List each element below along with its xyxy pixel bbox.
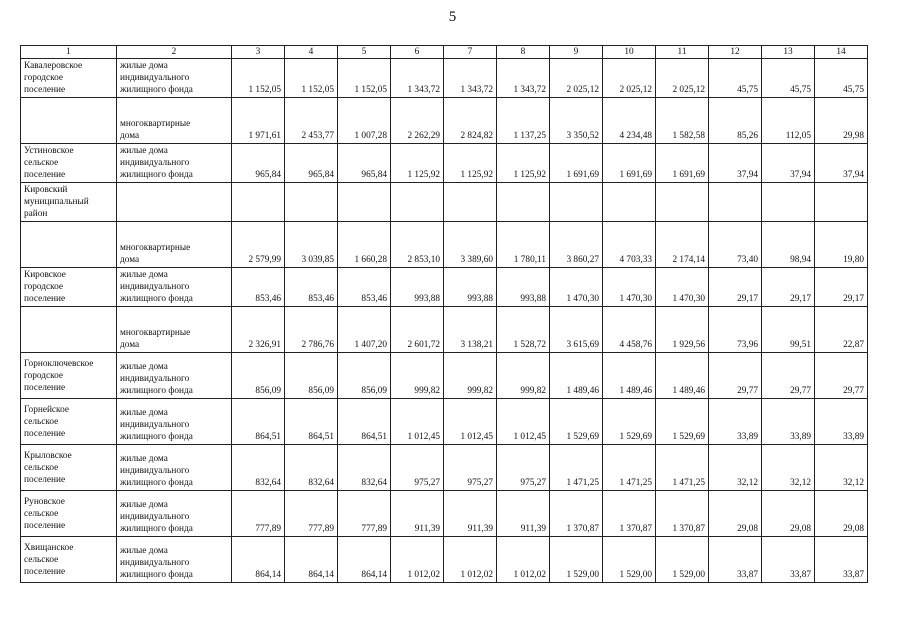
value-cell: 29,17	[815, 268, 868, 307]
header-cell: 12	[709, 46, 762, 59]
value-cell: 911,39	[497, 491, 550, 537]
value-cell: 1 528,72	[497, 307, 550, 353]
table-row	[21, 222, 868, 268]
value-cell: 832,64	[232, 445, 285, 491]
value-cell: 1 125,92	[391, 144, 444, 183]
value-cell	[285, 183, 338, 222]
value-cell: 98,94	[762, 222, 815, 268]
value-cell: 1 370,87	[603, 491, 656, 537]
header-cell: 5	[338, 46, 391, 59]
value-cell: 32,12	[762, 445, 815, 491]
value-cell: 1 407,20	[338, 307, 391, 353]
value-cell: 1 012,45	[444, 399, 497, 445]
value-cell: 1 012,02	[444, 537, 497, 583]
housing-type: жилые дома индивидуального жилищного фонда	[117, 537, 232, 583]
table-row	[21, 144, 868, 183]
value-cell: 4 703,33	[603, 222, 656, 268]
value-cell: 999,82	[497, 353, 550, 399]
value-cell: 2 262,29	[391, 98, 444, 144]
value-cell: 2 025,12	[550, 59, 603, 98]
value-cell: 864,14	[285, 537, 338, 583]
value-cell: 29,08	[815, 491, 868, 537]
value-cell: 45,75	[709, 59, 762, 98]
value-cell: 22,87	[815, 307, 868, 353]
value-cell: 33,87	[762, 537, 815, 583]
value-cell: 29,17	[709, 268, 762, 307]
value-cell: 1 529,00	[603, 537, 656, 583]
value-cell: 1 470,30	[603, 268, 656, 307]
value-cell: 4 234,48	[603, 98, 656, 144]
value-cell: 1 691,69	[550, 144, 603, 183]
table-row	[21, 537, 868, 583]
value-cell: 1 470,30	[550, 268, 603, 307]
municipality-name: Кировский муниципальный район	[21, 183, 117, 222]
value-cell: 1 471,25	[656, 445, 709, 491]
value-cell: 29,08	[762, 491, 815, 537]
value-cell: 2 174,14	[656, 222, 709, 268]
header-cell: 8	[497, 46, 550, 59]
value-cell: 853,46	[285, 268, 338, 307]
header-cell: 2	[117, 46, 232, 59]
housing-type: жилые дома индивидуального жилищного фонда	[117, 353, 232, 399]
value-cell: 864,51	[338, 399, 391, 445]
value-cell: 45,75	[815, 59, 868, 98]
municipality-name	[21, 307, 117, 353]
table-row	[21, 268, 868, 307]
value-cell: 1 780,11	[497, 222, 550, 268]
value-cell: 856,09	[232, 353, 285, 399]
municipality-name: Кавалеровское городское поселение	[21, 59, 117, 98]
value-cell	[444, 183, 497, 222]
municipality-name: Руновское сельское поселение	[21, 491, 117, 537]
value-cell: 1 691,69	[603, 144, 656, 183]
value-cell	[709, 183, 762, 222]
value-cell: 33,89	[709, 399, 762, 445]
value-cell: 3 860,27	[550, 222, 603, 268]
value-cell: 1 489,46	[603, 353, 656, 399]
value-cell: 864,14	[338, 537, 391, 583]
value-cell: 911,39	[391, 491, 444, 537]
value-cell: 864,51	[232, 399, 285, 445]
value-cell: 1 529,69	[656, 399, 709, 445]
value-cell: 1 343,72	[444, 59, 497, 98]
header-cell: 3	[232, 46, 285, 59]
value-cell: 37,94	[762, 144, 815, 183]
value-cell: 2 601,72	[391, 307, 444, 353]
value-cell: 1 660,28	[338, 222, 391, 268]
value-cell: 777,89	[338, 491, 391, 537]
value-cell: 1 470,30	[656, 268, 709, 307]
value-cell: 29,17	[762, 268, 815, 307]
value-cell	[497, 183, 550, 222]
housing-type: жилые дома индивидуального жилищного фонда	[117, 491, 232, 537]
value-cell: 2 453,77	[285, 98, 338, 144]
table-row	[21, 491, 868, 537]
value-cell: 3 039,85	[285, 222, 338, 268]
value-cell: 993,88	[444, 268, 497, 307]
value-cell: 3 615,69	[550, 307, 603, 353]
value-cell: 1 007,28	[338, 98, 391, 144]
value-cell: 975,27	[444, 445, 497, 491]
value-cell: 29,77	[709, 353, 762, 399]
value-cell: 112,05	[762, 98, 815, 144]
value-cell: 999,82	[391, 353, 444, 399]
value-cell	[338, 183, 391, 222]
value-cell: 45,75	[762, 59, 815, 98]
value-cell: 1 012,45	[391, 399, 444, 445]
value-cell: 864,51	[285, 399, 338, 445]
municipality-name: Кировское городское поселение	[21, 268, 117, 307]
municipality-name	[21, 222, 117, 268]
value-cell: 3 138,21	[444, 307, 497, 353]
value-cell: 99,51	[762, 307, 815, 353]
value-cell: 1 012,45	[497, 399, 550, 445]
value-cell: 32,12	[709, 445, 762, 491]
value-cell: 911,39	[444, 491, 497, 537]
header-cell: 13	[762, 46, 815, 59]
housing-type: жилые дома индивидуального жилищного фонда	[117, 268, 232, 307]
value-cell: 85,26	[709, 98, 762, 144]
value-cell: 993,88	[391, 268, 444, 307]
value-cell: 2 025,12	[603, 59, 656, 98]
value-cell: 2 326,91	[232, 307, 285, 353]
value-cell	[656, 183, 709, 222]
value-cell: 19,80	[815, 222, 868, 268]
municipality-name: Горнейское сельское поселение	[21, 399, 117, 445]
value-cell: 1 370,87	[550, 491, 603, 537]
table-row	[21, 183, 868, 222]
value-cell: 1 529,69	[550, 399, 603, 445]
value-cell: 965,84	[285, 144, 338, 183]
value-cell: 1 471,25	[603, 445, 656, 491]
housing-type: многоквартирные дома	[117, 98, 232, 144]
value-cell	[603, 183, 656, 222]
value-cell: 32,12	[815, 445, 868, 491]
value-cell	[232, 183, 285, 222]
value-cell: 29,08	[709, 491, 762, 537]
value-cell: 856,09	[285, 353, 338, 399]
municipality-name	[21, 98, 117, 144]
table-row	[21, 307, 868, 353]
value-cell	[815, 183, 868, 222]
housing-type: жилые дома индивидуального жилищного фонда	[117, 399, 232, 445]
table-row	[21, 399, 868, 445]
value-cell: 1 152,05	[338, 59, 391, 98]
value-cell: 2 786,76	[285, 307, 338, 353]
header-cell: 6	[391, 46, 444, 59]
header-cell: 9	[550, 46, 603, 59]
value-cell: 1 152,05	[232, 59, 285, 98]
tariff-table	[20, 45, 868, 583]
value-cell: 1 012,02	[391, 537, 444, 583]
value-cell: 853,46	[232, 268, 285, 307]
value-cell: 2 853,10	[391, 222, 444, 268]
value-cell: 1 582,58	[656, 98, 709, 144]
value-cell: 33,87	[709, 537, 762, 583]
header-cell: 7	[444, 46, 497, 59]
value-cell: 1 343,72	[391, 59, 444, 98]
value-cell: 1 929,56	[656, 307, 709, 353]
housing-type: жилые дома индивидуального жилищного фонда	[117, 144, 232, 183]
value-cell: 2 824,82	[444, 98, 497, 144]
value-cell: 3 350,52	[550, 98, 603, 144]
table-row	[21, 98, 868, 144]
value-cell: 777,89	[232, 491, 285, 537]
housing-type: жилые дома индивидуального жилищного фонда	[117, 59, 232, 98]
value-cell: 3 389,60	[444, 222, 497, 268]
header-row	[21, 46, 868, 59]
value-cell: 4 458,76	[603, 307, 656, 353]
page-number: 5	[448, 9, 457, 25]
value-cell: 1 691,69	[656, 144, 709, 183]
municipality-name: Устиновское сельское поселение	[21, 144, 117, 183]
header-cell: 14	[815, 46, 868, 59]
value-cell: 37,94	[709, 144, 762, 183]
value-cell: 29,98	[815, 98, 868, 144]
value-cell	[762, 183, 815, 222]
value-cell: 1 137,25	[497, 98, 550, 144]
value-cell: 73,40	[709, 222, 762, 268]
municipality-name: Крыловское сельское поселение	[21, 445, 117, 491]
header-cell: 11	[656, 46, 709, 59]
header-cell: 10	[603, 46, 656, 59]
value-cell: 37,94	[815, 144, 868, 183]
value-cell: 832,64	[338, 445, 391, 491]
housing-type: многоквартирные дома	[117, 307, 232, 353]
value-cell: 975,27	[391, 445, 444, 491]
value-cell: 1 370,87	[656, 491, 709, 537]
value-cell: 33,87	[815, 537, 868, 583]
header-cell: 4	[285, 46, 338, 59]
value-cell: 2 579,99	[232, 222, 285, 268]
value-cell: 2 025,12	[656, 59, 709, 98]
table-row	[21, 445, 868, 491]
value-cell	[391, 183, 444, 222]
header-cell: 1	[21, 46, 117, 59]
value-cell: 1 125,92	[497, 144, 550, 183]
municipality-name: Горноключевское городское поселение	[21, 353, 117, 399]
value-cell: 1 012,02	[497, 537, 550, 583]
housing-type	[117, 183, 232, 222]
value-cell: 777,89	[285, 491, 338, 537]
value-cell: 1 152,05	[285, 59, 338, 98]
value-cell: 864,14	[232, 537, 285, 583]
value-cell: 1 529,69	[603, 399, 656, 445]
value-cell: 33,89	[762, 399, 815, 445]
value-cell: 832,64	[285, 445, 338, 491]
housing-type: жилые дома индивидуального жилищного фонда	[117, 445, 232, 491]
value-cell: 999,82	[444, 353, 497, 399]
value-cell: 856,09	[338, 353, 391, 399]
municipality-name: Хвищанское сельское поселение	[21, 537, 117, 583]
value-cell: 1 529,00	[550, 537, 603, 583]
value-cell: 1 489,46	[656, 353, 709, 399]
value-cell: 29,77	[815, 353, 868, 399]
value-cell: 33,89	[815, 399, 868, 445]
value-cell: 1 489,46	[550, 353, 603, 399]
value-cell: 975,27	[497, 445, 550, 491]
value-cell: 965,84	[338, 144, 391, 183]
value-cell: 1 971,61	[232, 98, 285, 144]
value-cell: 993,88	[497, 268, 550, 307]
table-row	[21, 353, 868, 399]
value-cell: 1 529,00	[656, 537, 709, 583]
value-cell: 853,46	[338, 268, 391, 307]
value-cell	[550, 183, 603, 222]
value-cell: 1 343,72	[497, 59, 550, 98]
table-row	[21, 59, 868, 98]
value-cell: 1 471,25	[550, 445, 603, 491]
housing-type: многоквартирные дома	[117, 222, 232, 268]
value-cell: 1 125,92	[444, 144, 497, 183]
value-cell: 73,96	[709, 307, 762, 353]
value-cell: 29,77	[762, 353, 815, 399]
value-cell: 965,84	[232, 144, 285, 183]
